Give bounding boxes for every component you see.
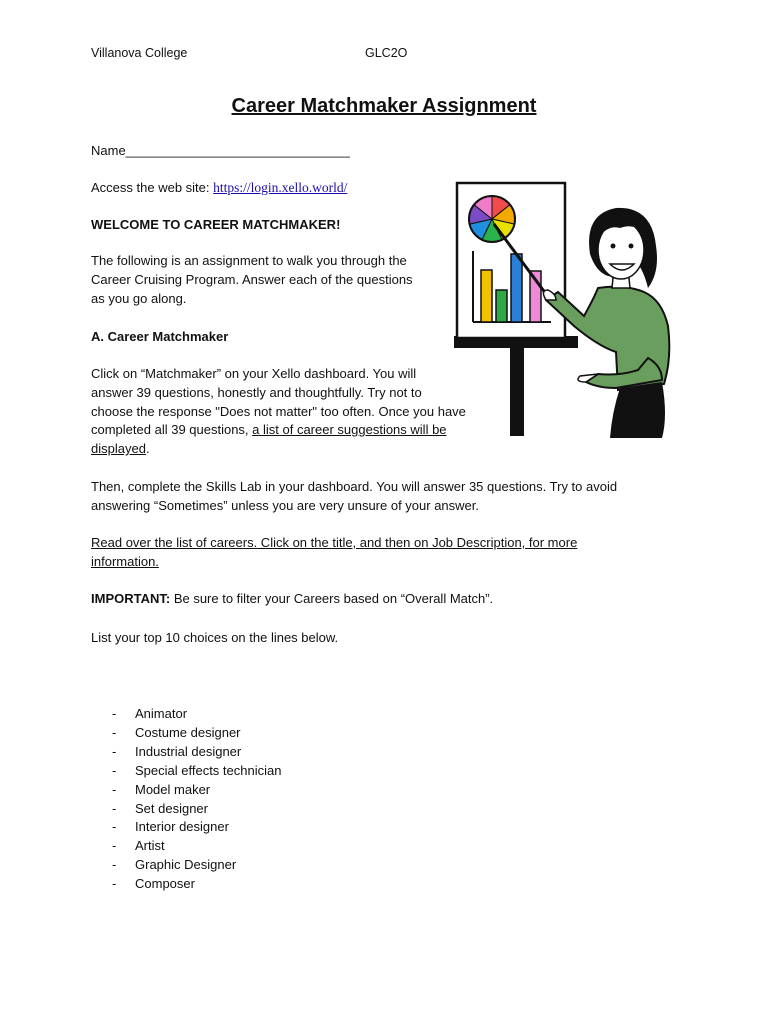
list-marker: - [112, 762, 117, 778]
read-over-paragraph [91, 534, 577, 572]
matchmaker-paragraph [91, 365, 466, 459]
career-name: Special effects technician [135, 762, 282, 778]
list-marker: - [112, 838, 117, 854]
bar-green [496, 290, 507, 322]
list-marker: - [112, 857, 117, 873]
career-name: Industrial designer [135, 743, 242, 759]
intro-line: Career Cruising Program. Answer each of the questions [91, 271, 413, 287]
teacher-eye [629, 244, 634, 249]
important-text: Be sure to filter your Careers based on “Overall Match”. [170, 591, 494, 606]
list-item [112, 856, 281, 875]
list-intro: List your top 10 choices on the lines below. [91, 630, 339, 645]
list-marker: - [112, 876, 117, 892]
matchmaker-line: completed all 39 questions, [91, 422, 253, 438]
important-note [91, 590, 493, 609]
matchmaker-period: . [145, 441, 150, 457]
career-suggestions-note-end: displayed [91, 441, 146, 457]
career-choices-list [112, 705, 281, 894]
list-item [112, 724, 281, 743]
matchmaker-line: Click on “Matchmaker” on your Xello dashboard. You will [91, 366, 417, 381]
course-code: GLC2O [365, 46, 408, 60]
career-name: Artist [135, 838, 165, 854]
access-line [91, 179, 347, 198]
list-item [112, 743, 281, 762]
easel-leg [510, 344, 524, 436]
career-name: Set designer [135, 800, 208, 816]
important-label: IMPORTANT: [91, 591, 171, 606]
list-item [112, 762, 281, 781]
bar-yellow [481, 270, 492, 322]
list-marker: - [112, 724, 117, 740]
matchmaker-line: choose the response "Does not matter" too often. Once you have [91, 403, 466, 419]
skills-line: answering “Sometimes” unless you are very unsure of your answer. [91, 497, 480, 513]
welcome-heading: WELCOME TO CAREER MATCHMAKER! [91, 217, 341, 232]
career-name: Graphic Designer [135, 857, 237, 873]
xello-link[interactable]: https://login.xello.world/ [213, 180, 348, 195]
read-over-line: Read over the list of careers. Click on the title, and then on Job Description, for more [91, 535, 578, 550]
list-item [112, 705, 281, 724]
list-marker: - [112, 781, 117, 797]
career-suggestions-note: a list of career suggestions will be [252, 422, 447, 438]
career-name: Composer [135, 876, 195, 892]
intro-paragraph [91, 252, 413, 308]
bar-blue [511, 254, 522, 322]
skills-line: Then, complete the Skills Lab in your dashboard. You will answer 35 questions. Try to avoid [91, 479, 618, 494]
list-item [112, 800, 281, 819]
section-a-heading: A. Career Matchmaker [91, 329, 229, 344]
list-item [112, 818, 281, 837]
career-name: Model maker [135, 781, 211, 797]
list-marker: - [112, 819, 117, 835]
intro-line: The following is an assignment to walk you through the [91, 253, 407, 268]
list-marker: - [112, 706, 117, 721]
list-marker: - [112, 800, 117, 816]
read-over-line: information. [91, 553, 159, 569]
matchmaker-line: answer 39 questions, honestly and thoughtfully. Try not to [91, 384, 422, 400]
school-name: Villanova College [91, 46, 188, 60]
career-name: Interior designer [135, 819, 229, 835]
list-marker: - [112, 743, 117, 759]
name-field-line[interactable]: Name_______________________________ [91, 143, 350, 158]
list-item [112, 837, 281, 856]
list-item [112, 875, 281, 894]
skills-paragraph [91, 478, 617, 516]
teacher-eye [611, 244, 616, 249]
access-prefix: Access the web site: [91, 180, 214, 195]
intro-line: as you go along. [91, 290, 187, 306]
list-item [112, 781, 281, 800]
career-name: Costume designer [135, 724, 241, 740]
teacher-presenting-chart-icon [448, 176, 678, 440]
page-title: Career Matchmaker Assignment [231, 95, 537, 117]
career-name: Animator [135, 706, 188, 721]
